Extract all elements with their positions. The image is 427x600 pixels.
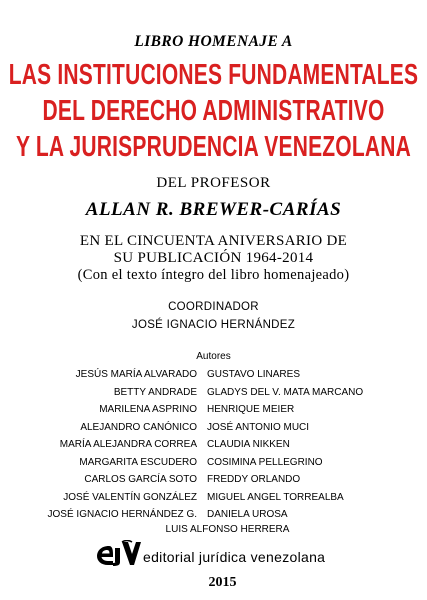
author-left: JOSÉ VALENTÍN GONZÁLEZ bbox=[63, 491, 197, 503]
ejv-logo-icon bbox=[95, 540, 141, 566]
author-right: DANIELA UROSA bbox=[207, 509, 288, 520]
coordinator-name: JOSÉ IGNACIO HERNÁNDEZ bbox=[131, 319, 296, 331]
anniversary-line-1: EN EL CINCUENTA ANIVERSARIO DE bbox=[79, 233, 348, 249]
author-right: COSIMINA PELLEGRINO bbox=[207, 456, 323, 468]
anniversary-line-2: SU PUBLICACIÓN 1964-2014 bbox=[113, 250, 314, 266]
author-left: JOSÉ IGNACIO HERNÁNDEZ G. bbox=[47, 509, 197, 520]
author-row bbox=[0, 401, 427, 419]
author-row bbox=[0, 366, 427, 384]
publisher-block bbox=[95, 540, 325, 566]
author-row bbox=[0, 419, 427, 437]
author-left: MARGARITA ESCUDERO bbox=[79, 456, 197, 468]
title-line-3: Y LA JURISPRUDENCIA VENEZOLANA bbox=[16, 131, 411, 163]
author-right: GLADYS DEL V. MATA MARCANO bbox=[207, 386, 364, 398]
author-left: JESÚS MARÍA ALVARADO bbox=[75, 369, 197, 380]
author-right: CLAUDIA NIKKEN bbox=[207, 439, 290, 450]
author-row bbox=[0, 454, 427, 472]
author-row bbox=[0, 506, 427, 524]
publication-year: 2015 bbox=[208, 575, 237, 590]
del-profesor-label: DEL PROFESOR bbox=[156, 175, 271, 191]
coordinator-label: COORDINADOR bbox=[168, 301, 259, 313]
author-right: JOSÉ ANTONIO MUCI bbox=[207, 421, 310, 433]
anniversary-line-3: (Con el texto íntegro del libro homenajeado) bbox=[77, 267, 350, 283]
honoree-name: ALLAN R. BREWER-CARÍAS bbox=[85, 199, 342, 220]
author-left: MARÍA ALEJANDRA CORREA bbox=[59, 439, 197, 450]
author-row bbox=[0, 471, 427, 489]
author-right: MIGUEL ANGEL TORREALBA bbox=[207, 491, 344, 503]
publisher-name: editorial jurídica venezolana bbox=[143, 549, 326, 565]
author-row bbox=[0, 384, 427, 402]
author-right: HENRIQUE MEIER bbox=[207, 404, 295, 415]
author-row bbox=[0, 436, 427, 454]
author-row bbox=[0, 489, 427, 507]
author-right: GUSTAVO LINARES bbox=[207, 369, 300, 380]
author-last: LUIS ALFONSO HERRERA bbox=[165, 524, 290, 535]
title-line-1: LAS INSTITUCIONES FUNDAMENTALES bbox=[8, 59, 419, 91]
author-left: ALEJANDRO CANÓNICO bbox=[80, 421, 197, 433]
authors-list bbox=[0, 366, 427, 524]
author-left: CARLOS GARCÍA SOTO bbox=[84, 474, 197, 485]
authors-label: Autores bbox=[196, 351, 231, 362]
libro-homenaje-heading: LIBRO HOMENAJE A bbox=[134, 33, 293, 50]
title-line-2: DEL DERECHO ADMINISTRATIVO bbox=[42, 95, 385, 127]
author-left: BETTY ANDRADE bbox=[113, 386, 197, 398]
author-left: MARILENA ASPRINO bbox=[99, 404, 197, 415]
author-right: FREDDY ORLANDO bbox=[207, 474, 301, 485]
